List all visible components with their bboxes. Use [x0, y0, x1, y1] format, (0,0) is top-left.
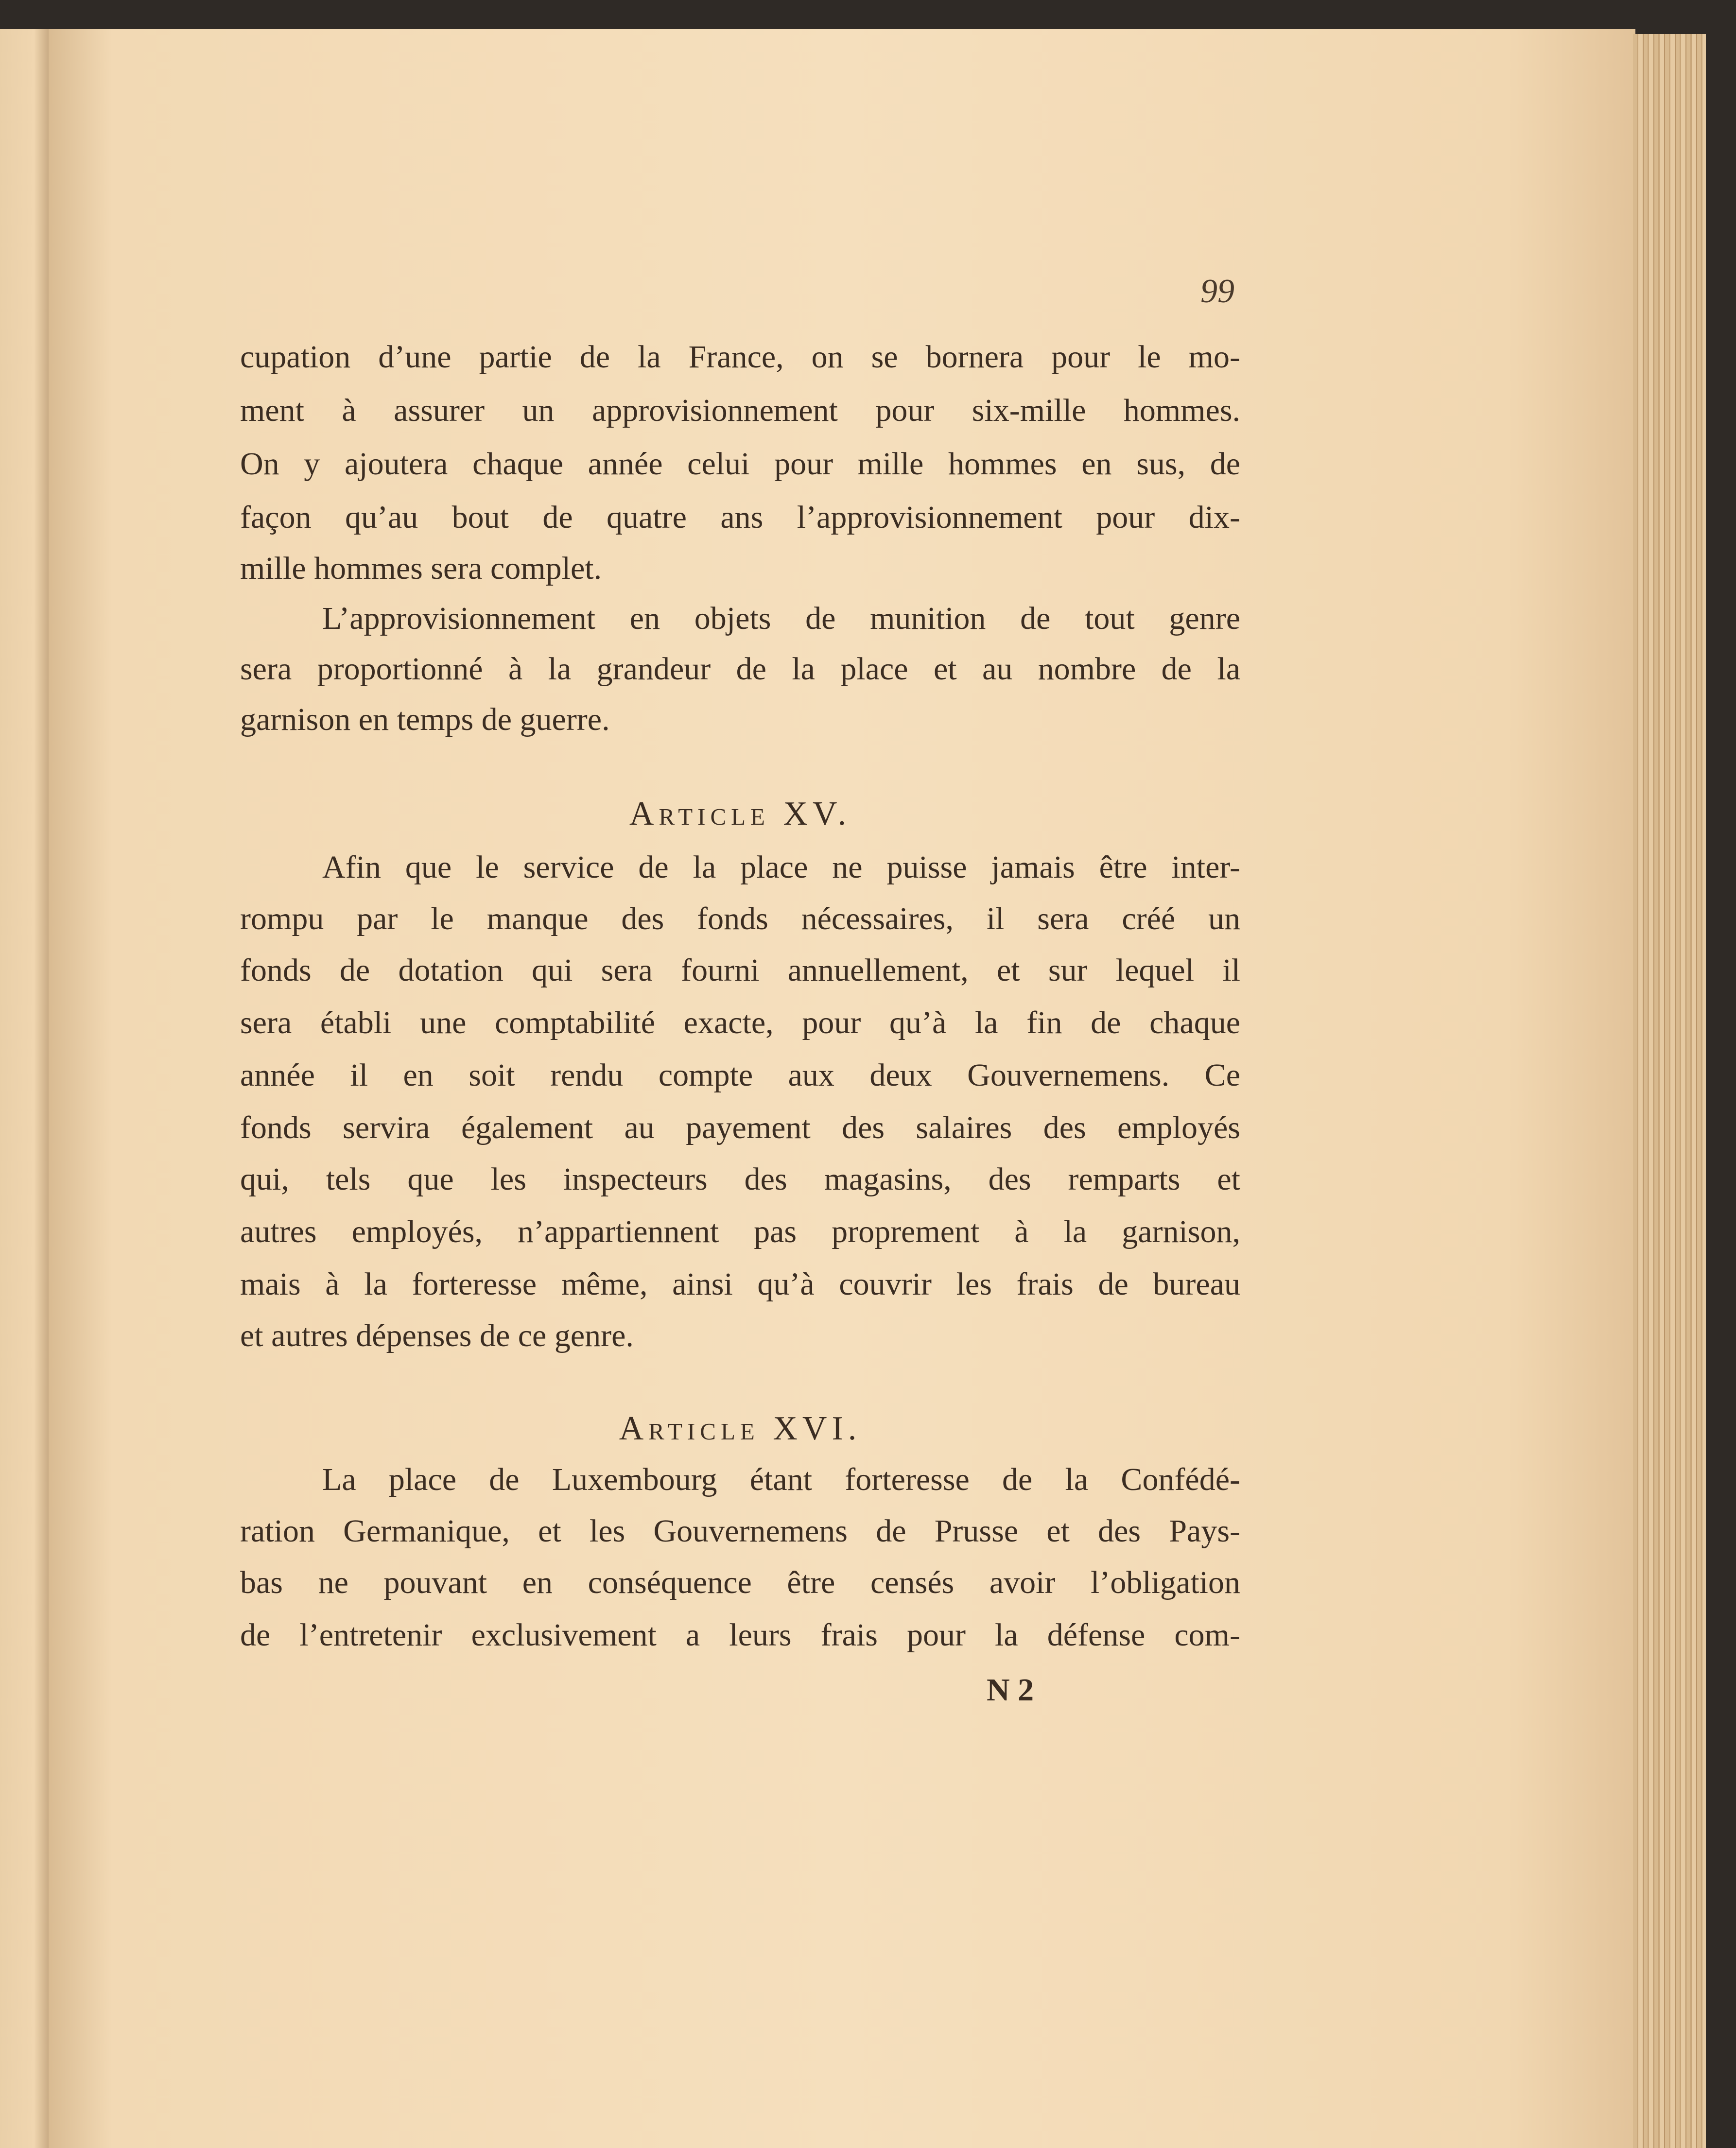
text-line: ment à assurer un approvisionnement pour six-mille hommes. [240, 393, 1240, 428]
text-line: mais à la forteresse même, ainsi qu’à couvrir les frais de bureau [240, 1266, 1240, 1302]
signature-mark: N 2 [987, 1672, 1034, 1708]
article-heading: Article XV. [629, 795, 851, 832]
text-line: cupation d’une partie de la France, on se bornera pour le mo- [240, 339, 1240, 375]
text-line: fonds servira également au payement des salaires des employés [240, 1110, 1240, 1145]
text-line: On y ajoutera chaque année celui pour mille hommes en sus, de [240, 446, 1240, 482]
text-line: bas ne pouvant en conséquence être censés avoir l’obligation [240, 1565, 1240, 1600]
text-line: autres employés, n’appartiennent pas proprement à la garnison, [240, 1214, 1240, 1249]
page-edges [1633, 34, 1706, 2148]
text-line: Afin que le service de la place ne puisse jamais être inter- [322, 849, 1240, 885]
text-line: garnison en temps de guerre. [240, 702, 610, 737]
text-line: rompu par le manque des fonds nécessaires, il sera créé un [240, 901, 1240, 936]
text-line: de l’entretenir exclusivement a leurs frais pour la défense com- [240, 1617, 1240, 1653]
facing-page-edge [0, 29, 49, 2148]
text-line: mille hommes sera complet. [240, 551, 602, 586]
text-line: fonds de dotation qui sera fourni annuellement, et sur lequel il [240, 953, 1240, 988]
text-line: façon qu’au bout de quatre ans l’approvisionnement pour dix- [240, 500, 1240, 535]
text-line: année il en soit rendu compte aux deux Gouvernemens. Ce [240, 1057, 1240, 1093]
text-line: La place de Luxembourg étant forteresse de la Confédé- [322, 1462, 1240, 1497]
text-line: sera proportionné à la grandeur de la place et au nombre de la [240, 651, 1240, 687]
text-line: L’approvisionnement en objets de munition de tout genre [322, 601, 1240, 636]
article-heading: Article XVI. [619, 1410, 862, 1447]
text-line: qui, tels que les inspecteurs des magasins, des remparts et [240, 1161, 1240, 1197]
text-line: sera établi une comptabilité exacte, pour qu’à la fin de chaque [240, 1005, 1240, 1040]
text-line: ration Germanique, et les Gouvernemens de Prusse et des Pays- [240, 1513, 1240, 1549]
page-number: 99 [1200, 273, 1234, 310]
text-line: et autres dépenses de ce genre. [240, 1318, 634, 1353]
